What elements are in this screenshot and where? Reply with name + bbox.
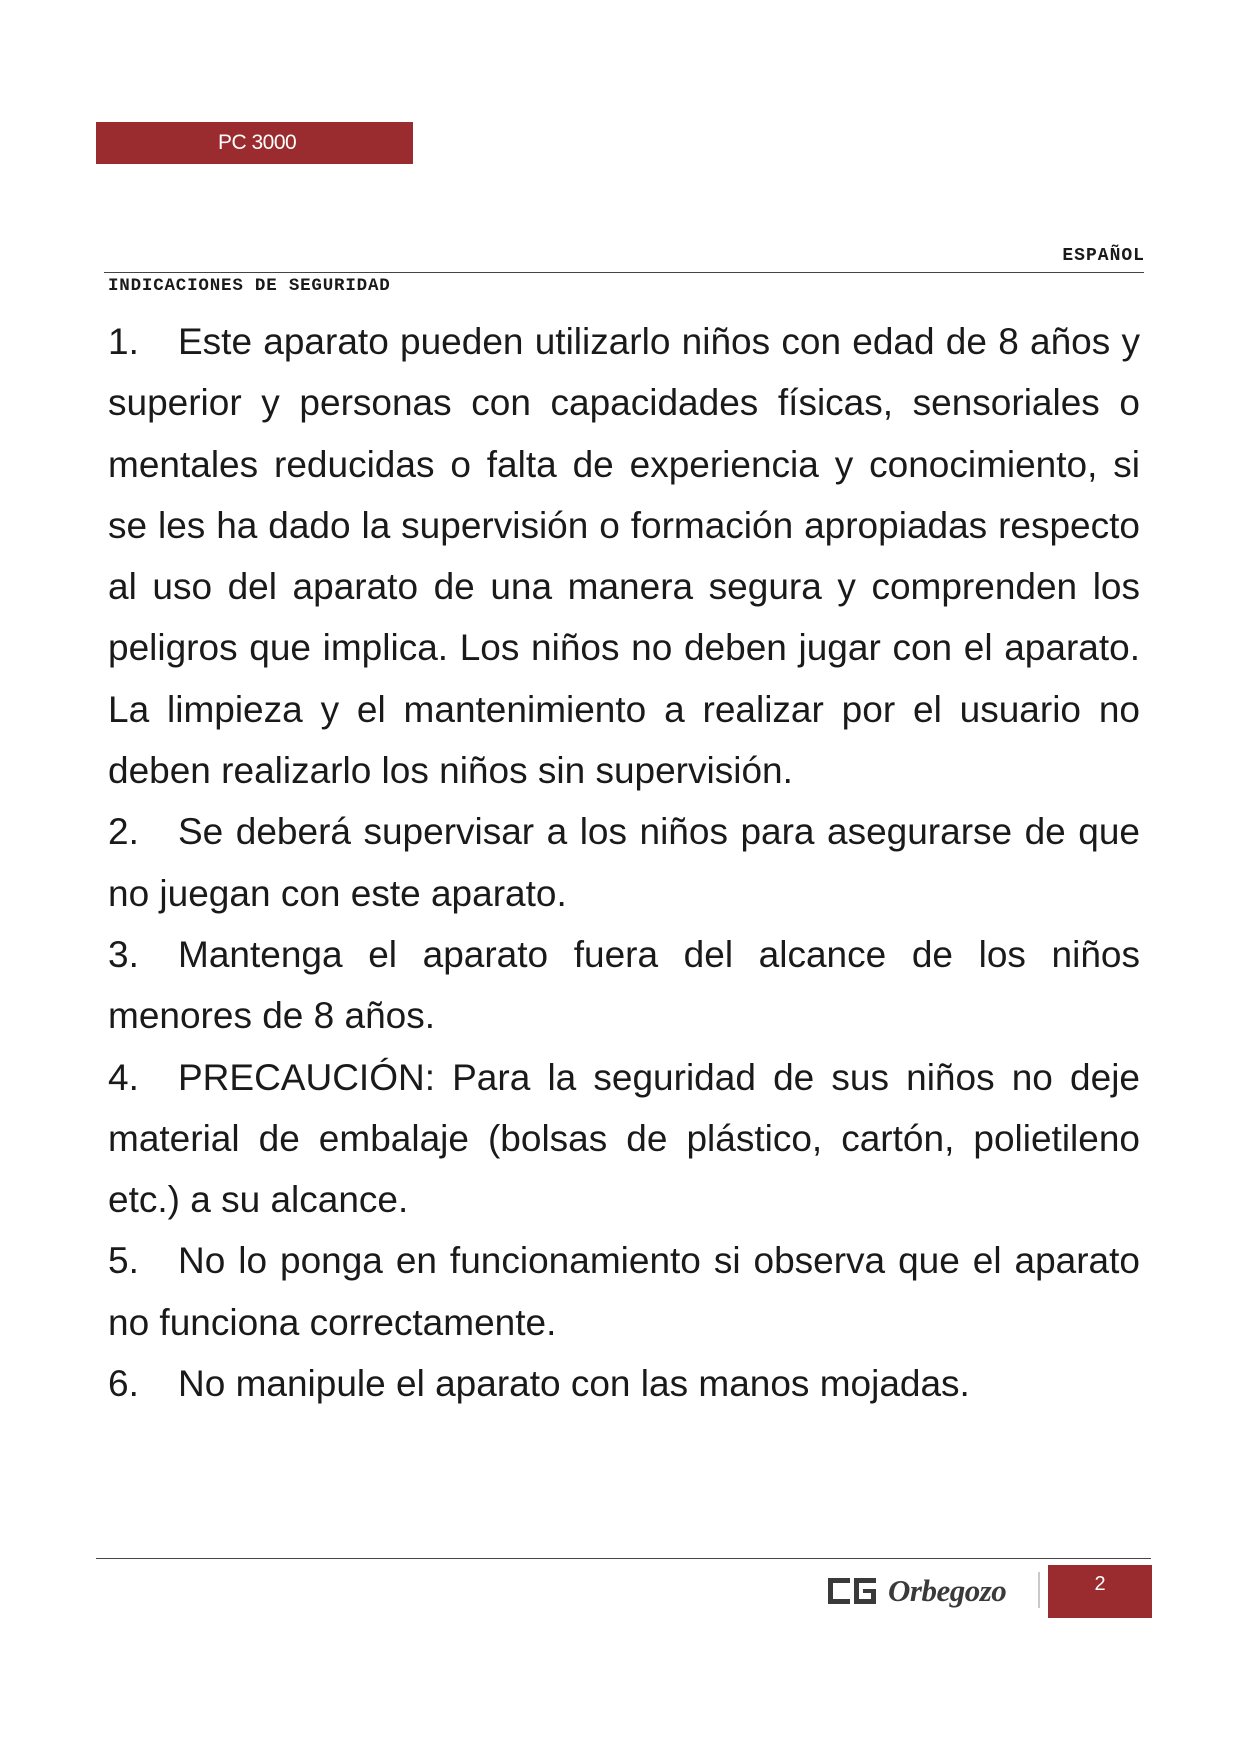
item-text: Este aparato pueden utilizarlo niños con edad de 8 años y superior y personas con capacidades físicas, sensoriales o mentales reducidas o falta de experiencia y conocimiento, si se les ha dado la supervisión o formación apropiadas respecto al uso del aparato de una manera segura y comprenden los peligros que implica. Los niños no deben jugar con el aparato. La limpieza y el mantenimiento a realizar por el usuario no deben realizarlo los niños sin supervisión. — [108, 321, 1140, 792]
item-text: No manipule el aparato con las manos mojadas. — [178, 1363, 970, 1405]
footer-divider — [96, 1558, 1151, 1559]
instruction-item-5 — [108, 1230, 1140, 1353]
item-text: Mantenga el aparato fuera del alcance de los niños menores de 8 años. — [108, 933, 1140, 1037]
section-title: INDICACIONES DE SEGURIDAD — [108, 276, 391, 296]
instruction-item-6 — [108, 1353, 1140, 1414]
instruction-item-4 — [108, 1047, 1140, 1231]
item-number: 2. — [108, 811, 139, 853]
brand-name: Orbegozo — [888, 1573, 1007, 1608]
item-text: Se deberá supervisar a los niños para asegurarse de que no juegan con este aparato. — [108, 811, 1140, 914]
instruction-item-2 — [108, 801, 1140, 924]
item-text: PRECAUCIÓN: Para la seguridad de sus niños no deje material de embalaje (bolsas de plástico, cartón, polietileno etc.) a su alcance. — [108, 1056, 1140, 1221]
page-number-box — [1048, 1565, 1152, 1618]
brand-symbol-icon — [828, 1578, 876, 1604]
item-number: 5. — [108, 1240, 139, 1282]
footer-separator — [1038, 1572, 1040, 1608]
item-text: No lo ponga en funcionamiento si observa que el aparato no funciona correctamente. — [108, 1240, 1140, 1343]
item-number: 1. — [108, 321, 139, 362]
header-divider — [104, 272, 1144, 273]
instruction-item-3 — [108, 924, 1140, 1047]
item-number: 4. — [108, 1056, 139, 1098]
language-label: ESPAÑOL — [1062, 246, 1145, 266]
item-number: 6. — [108, 1363, 139, 1405]
brand-logo — [828, 1566, 1006, 1616]
item-number: 3. — [108, 933, 139, 975]
instruction-item-1 — [108, 311, 1140, 801]
safety-instructions — [108, 311, 1140, 1414]
model-name: PC 3000 — [218, 131, 297, 154]
page-number: 2 — [1094, 1573, 1106, 1595]
model-label-tab — [96, 122, 413, 164]
